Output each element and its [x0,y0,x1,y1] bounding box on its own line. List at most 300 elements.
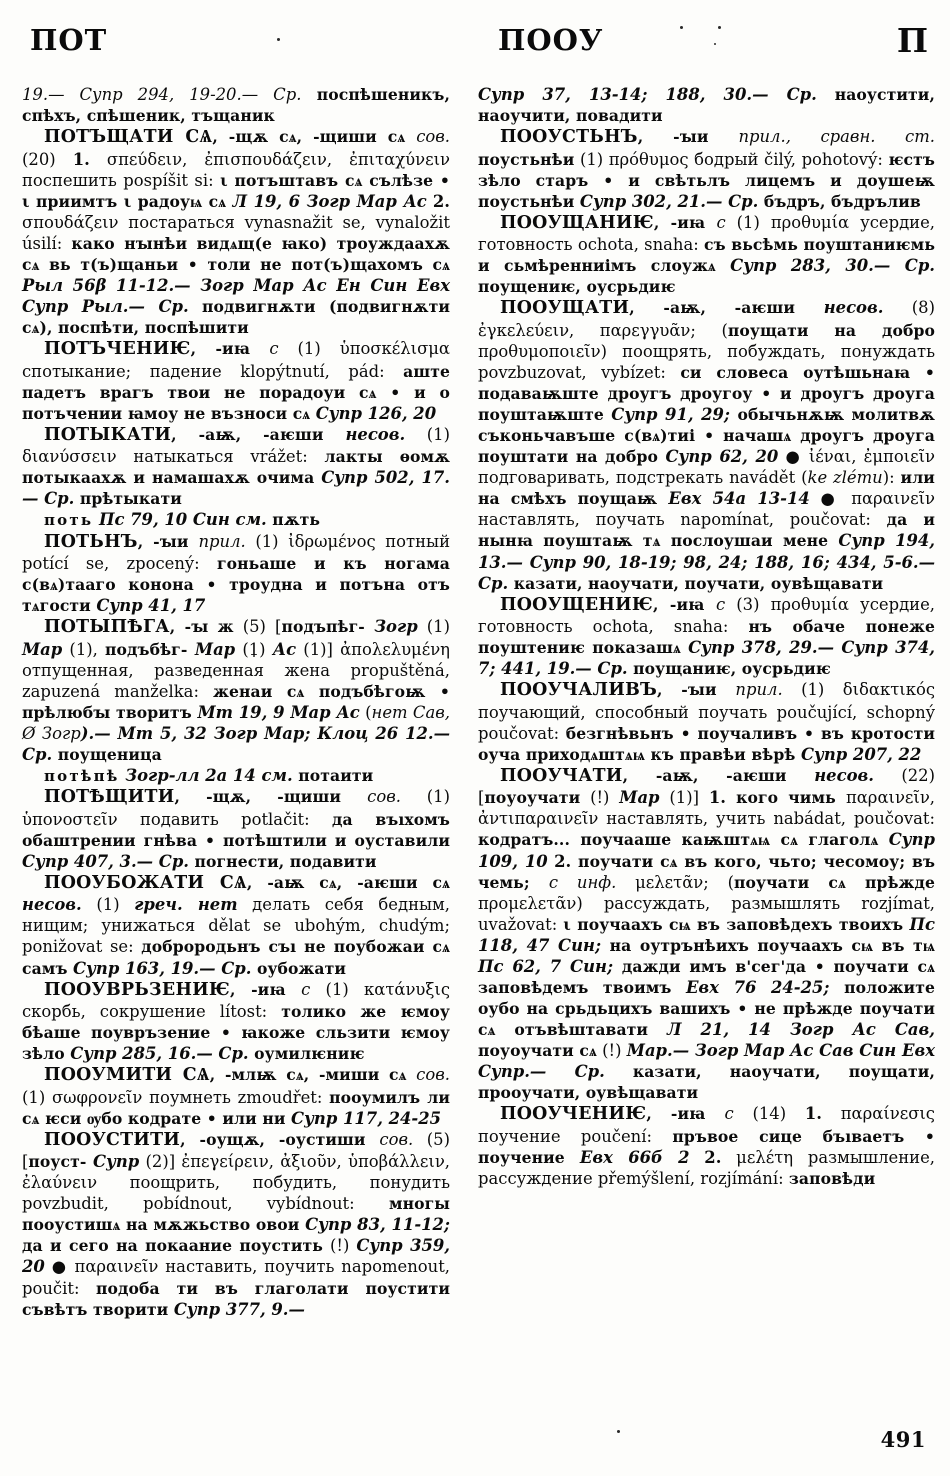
entry-text-run: да и нынꙗ поуштаѭ тѧ послоушаи мене [478,510,936,551]
entry-text-run: скорбь, сокрушение [22,1001,220,1021]
entry-text-run: (14) [733,1104,805,1124]
dictionary-entry [478,126,935,212]
entry-text-run: zmoudřet [237,1087,317,1107]
entry-text-run: кодратъ... поучааше каѭштѧѩ сѧ глаголѧ [478,830,889,850]
dictionary-entry [478,212,935,298]
entry-text-run: παραινεῖν, ἀντιπαραινεῖν [478,788,935,829]
entry-text-run: несов. [345,424,406,444]
entry-text-run: (1) [574,149,609,169]
entry-text-run: 2. [432,191,450,211]
dictionary-entry [22,1129,450,1320]
scan-speck [680,26,683,29]
entry-text-run: (8) [883,298,935,318]
entry-text-run: рассуждать, размышлять [603,893,862,913]
entry-text-run: , -ꙑи [657,680,736,700]
entry-text-run: Супр 302, 21.— Ср. [579,191,759,211]
entry-text-run: ): [882,468,901,488]
entry-headword: ПООУЧАТИ [500,765,623,786]
scan-speck [277,38,280,41]
entry-text-run: (1)] [659,788,709,808]
entry-text-run: гоньаше и къ ногама с(вѧ)тааго конона • троудна и потъна отъ тѧгости [22,554,450,616]
entry-text-run: казати, наоучати, поучати, оувѣщавати [508,573,884,593]
entry-text-run: pospíšit si [123,170,209,190]
entry-text-run: Ас [272,639,297,659]
dictionary-entry [22,872,450,979]
dictionary-entry [22,786,450,872]
entry-text-run: ke zlému [807,468,883,488]
entry-text-run: : [646,1126,673,1146]
entry-text-run: наставлять, поучать [478,510,681,530]
entry-headword: ПОТЬНЪ [44,531,138,552]
entry-text-run: διδακτικός [842,680,935,700]
entry-text-run: ι потъштавъ сѧ сълѣзе • ι приимтъ ι радоуѩ сѧ [22,170,450,211]
entry-text-run: Супр 283, 30.— Ср. [730,256,935,276]
entry-text-run: přemýšlení, rozjímání [597,1168,779,1188]
entry-text-run: ● [44,1257,75,1277]
entry-text-run: Супр 62, 20 [665,447,779,467]
entry-text-run: Евх 54а 13-14 [668,489,810,509]
entry-text-run: , -иꙗ [190,339,270,359]
entry-text-run: : [73,1278,97,1298]
entry-text-run: , -иꙗ [653,212,717,232]
entry-text-run: спотыкание; падение [22,361,241,381]
entry-text-run: поуст- [28,1152,94,1172]
entry-headword: ПООУСТЬНЪ [500,127,638,148]
entry-continuation [22,84,450,126]
entry-text-run: поустьнѣи [478,149,575,169]
entry-text-run: (!) [580,788,620,808]
entry-text-run: на оутрънѣихъ поучаахъ сѩ въ тѩ [609,935,935,955]
entry-text-run: Пс 118, 47 Син; [478,914,935,955]
entry-text-run: Супр 126, 20 [315,403,437,423]
entry-text-run: προθυμοποιεῖν [478,341,601,361]
entry-text-run: да въıхомъ обаштрении гнѣва • потѣштили и оуставили [22,809,450,850]
entry-text-run: Супр 502, 17.— Ср. [22,468,450,509]
entry-headword: ПООУЩЕНИѤ [500,594,653,615]
entry-text-run: усердие, готовность [478,212,936,255]
entry-text-run: dělat se ubohým, chudým; ponižovat se [22,916,450,957]
entry-text-run: : [865,510,887,530]
entry-text-run: (!) [322,1236,357,1256]
entry-text-run: заповѣди [788,1168,876,1188]
entry-text-run: несов. [814,765,874,785]
entry-text-run: povzbuzovat, vybízet [478,362,661,382]
entry-text-run: (1) [400,787,450,807]
entry-text-run: с [724,1104,734,1124]
entry-text-run: (1) [235,639,273,659]
entry-text-run: 19.— Супр 294, 19-20.— Ср. [22,85,302,104]
entry-text-run: : [128,937,142,957]
entry-text-run: Евх 66б 2 [579,1147,690,1167]
entry-text-run: пооумилъ ли сѧ ѥси ѹбо кодрате • или ни [22,1087,451,1128]
entry-text-run: (1), [62,639,106,659]
entry-text-run: : [208,170,221,190]
entry-text-run: греч. нет [134,895,238,915]
entry-text-run: Рыл 56β 11-12.— Зогр Мар Ас Ен Син Евх Супр Рыл.— Ср. [22,275,450,317]
entry-text-run: παραίνεσις [822,1104,935,1124]
entry-text-run: : [349,1194,389,1214]
entry-text-run: παραινεῖν [851,489,936,509]
column-right [478,84,935,1189]
entry-text-run: προθυμία [770,594,861,614]
entry-text-run: (2)] [139,1152,182,1172]
entry-text-run: наставить, поучить [165,1257,342,1277]
entry-text-run: Супр 378, 29.— Супр 374, 7; 441, 19.— Ср. [478,638,935,679]
entry-headword: ПОТЪЧЕНИѤ [44,339,191,360]
entry-text-run: доброродьнъ съı не поубожаи сѧ самъ [22,937,450,978]
entry-text-run: προθυμία [770,212,861,232]
entry-text-run: : [722,617,749,637]
page-number: 491 [880,1427,926,1452]
entry-headword: ПООУЩАТИ [500,298,630,319]
entry-text-run: прил., сравн. ст. [738,127,935,147]
entry-text-run: Супр 207, 22 [800,744,922,764]
entry-text-run: положите оубо на срьдьцихъ вашихъ • не прѣжде поучати сѧ отъвѣштавати [478,977,935,1040]
entry-text-run: 1. [72,149,90,169]
entry-text-run: Мар [619,788,660,808]
entry-text-run: женаи сѧ подъбѣгоѭ • прѣлюбꙑ творитъ [22,681,450,722]
entry-text-run: Мар [194,639,236,659]
entry-text-run: казати, наоучати, поущати, прооучати, оувѣщавати [478,1062,935,1103]
entry-text-run: поучати сѧ прѣжде [734,872,935,892]
dictionary-entry [22,126,450,338]
entry-text-run: съ вьсѣмь поуштаниѥмь и сьмѣренниімъ слоужѧ [478,235,936,276]
scan-speck [617,1430,620,1433]
entry-text-run: подвигнѫти (подвигнѫти сѧ), поспѣти, поспѣшити [22,297,450,338]
entry-text-run: poučující, schopný poučovat [478,702,935,743]
entry-text-run: : [316,1087,330,1107]
entry-text-run: : [551,914,564,934]
dictionary-entry [478,679,935,765]
entry-text-run: поущениѥ, оусрьдиѥ [478,277,676,297]
dictionary-entry [478,297,935,593]
entry-text-run: , -оущѫ, -оустиши [180,1129,380,1149]
entry-text-run: (1) [310,979,364,999]
entry-text-run: поспѣшеникъ, спѣхъ, спѣшеник, тъщаник [22,85,450,126]
entry-text-run: , -ꙑи [137,531,199,551]
entry-headword: ПОТЫКАТИ [44,424,172,445]
entry-text-run: ἰδρωμένος [288,531,386,551]
entry-text-run: Супр 37, 13-14; 188, 30.— Ср. [478,85,817,104]
entry-text-run: потѣпѣ [44,767,120,786]
entry-text-run: оубожати [251,958,347,978]
entry-text-run: лакты ѳомѫ потыкаахѫ и намашахѫ очима [22,447,451,488]
entry-text-run: поучати сѧ въ кого, чьто; чесомоу; въ чемь; [478,851,936,892]
running-head-left: ПОТ [30,23,108,57]
entry-text-run: σπεύδειν, ἐπισπουδάζειν, ἐπιταχύνειν [89,149,450,169]
entry-text-run: lítost [219,1001,262,1021]
entry-text-run: с [715,594,726,614]
entry-text-run: klopýtnutí, pád [240,361,380,381]
entry-text-run: Л 21, 14 Зогр Ас Сав, [666,1020,935,1040]
entry-continuation [478,84,935,126]
dictionary-entry [22,338,450,424]
entry-text-run: : [261,1001,282,1021]
entry-text-run: Зогр [374,617,418,637]
scan-speck [718,26,721,29]
entry-text-run: (1) [405,424,450,444]
entry-text-run: (1)] [296,639,341,659]
entry-text-run: оумилѥниѥ [248,1044,365,1064]
entry-text-run: безгнѣвьнъ • поучаливъ • въ кротости оуча приходѧштѧѩ къ правѣи вѣрѣ [478,723,936,764]
dictionary-entry [478,1103,935,1189]
entry-text-run: , -щѫ сѧ, -щиши сѧ [212,127,417,147]
entry-text-run: ὑποσκέλισμα [339,339,451,359]
entry-text-run: поощрять, побуждать, понуждать [622,341,935,361]
entry-text-run: (1) [245,531,289,551]
running-head [0,21,950,72]
entry-text-run: μελέτη [721,1147,808,1167]
entry-text-run: Супр 377, 9.— [173,1299,305,1319]
entry-text-run: да и сего на покаание поустить [22,1236,323,1256]
entry-text-run: Супр 117, 24-25 [291,1108,442,1128]
entry-text-run: ● [778,447,809,467]
entry-text-run: сов. [416,127,450,147]
entry-text-run: подоба ти въ глаголати поустити съвѣтъ творити [22,1278,451,1319]
entry-text-run: , -аѭ, -аѥши [629,298,824,318]
entry-text-run: Супр [93,1152,140,1172]
entry-headword: ПОТЫПѢГА [44,617,170,638]
entry-text-run: Супр 285, 16.— Ср. [70,1044,249,1064]
entry-text-run: ἐγκελεύειν, παρεγγυᾶν; [478,320,722,340]
entry-text-run: Супр 91, 29; [611,405,738,425]
entry-headword: ПООУВРЬЗЕНИѤ [44,979,231,1000]
entry-text-run: (1) [22,1087,52,1107]
entry-text-run: : [194,554,217,574]
entry-text-run: ( [727,872,734,892]
entry-text-run: кого чимь [725,788,846,808]
cross-reference-entry [22,765,450,786]
entry-text-run: σωφρονεῖν [51,1087,150,1107]
running-head-center: ПООУ [498,23,604,57]
entry-text-run: потный [385,531,451,551]
entry-text-run: 2. [704,1147,722,1167]
entry-text-run: (5) [ [233,617,282,637]
entry-text-run: vynasnažit se, vynaložit úsilí [22,212,450,253]
entry-text-run: поущаниѥ, оусрьдиѥ [627,659,831,679]
entry-headword: ПООУЩАНИѤ [500,212,654,233]
entry-headword: ПООУБОЖАТИ СѦ [44,872,247,893]
entry-text-run: дажди имъ в'сег'да • поучати сѧ заповѣдемъ твоимъ [478,956,935,997]
entry-text-run: ( [801,468,808,488]
entry-headword: ПОТѢЩИТИ [44,787,175,808]
entry-text-run: подговаривать, подстрекать [478,468,730,488]
entry-text-run: (1) [278,339,340,359]
entry-text-run: vrážet [250,447,303,467]
entry-text-run: povzbudit, pobídnout, vybídnout [22,1194,350,1214]
entry-text-run: несов. [823,298,884,318]
entry-text-run: Супр 83, 11-12; [305,1215,450,1235]
dictionary-entry [478,594,935,680]
entry-text-run: поуоучати сѧ [478,1041,597,1061]
entry-text-run: : [660,362,681,382]
entry-text-run: , -аѭ сѧ, -аѥши сѧ [246,872,450,892]
entry-text-run: подъпѣг- [281,617,375,637]
entry-text-run: ( [359,702,372,722]
entry-text-run: Евх 76 24-25; [685,977,845,997]
entry-text-run: (!) [596,1041,627,1061]
entry-text-run: , -иꙗ [652,594,716,614]
entry-text-run: поумнеть [149,1087,238,1107]
entry-text-run: подъбѣг- [105,639,195,659]
entry-headword: ПООУМИТИ СѦ [44,1065,210,1086]
entry-text-run: с инф. [548,872,617,892]
entry-text-run: potlačit [241,809,305,829]
scan-speck [714,43,716,45]
entry-text-run: сов. [379,1129,414,1149]
entry-text-run: потаити [292,766,374,786]
entry-text-run: наоустити, наоучити, повадити [478,85,935,126]
entry-text-run: поуоучати [484,788,581,808]
entry-text-run: : [56,233,72,253]
entry-text-run: : [553,723,566,743]
entry-text-run: Мар.— Зогр Мар Ас Сав Син Евх Супр.— Ср. [478,1041,935,1082]
entry-text-run: napomenout, poučit [22,1257,450,1298]
entry-text-run: погнести, подавити [188,851,377,871]
entry-text-run: (1) [81,895,135,915]
entry-text-run: (5) [ [22,1129,450,1172]
entry-text-run: ἰέναι, ἐμποιεῖν [808,447,935,467]
entry-text-run: с [301,979,311,999]
dictionary-entry [22,616,450,765]
entry-text-run: поущеница [52,745,162,765]
entry-text-run: ѥстъ зѣло старъ • и свѣтьлъ лицемъ и доушеѭ поустьнѣи [478,149,935,211]
running-head-letter: П [896,21,928,60]
entry-text-run: ).— Мт 5, 32 Зогр Мар; Клоц 26 12.— Ср. [22,723,450,765]
entry-text-run: аште падетъ врагъ твои не порадоуи сѧ • и о потъчении ꙗмоу не възноси сѧ [22,361,451,423]
entry-text-run: : [193,681,214,701]
entry-text-run: прѣтыкати [74,489,182,509]
entry-text-run: : [877,149,889,169]
entry-text-run: (1) [417,617,450,637]
entry-text-run: ) [576,893,604,913]
entry-text-run: rozjímat, uvažovat [478,893,935,934]
entry-text-run: поспешить [22,170,124,190]
entry-text-run: (1) [782,680,843,700]
entry-text-run: Супр 359, 20 [22,1236,450,1277]
entry-text-run: ) [600,341,623,361]
entry-text-run: , -аѭ, -аѥши [622,765,815,785]
entry-text-run: отпущенная, разведенная жена [22,660,351,680]
entry-text-run: многы пооустишѧ на мѫжьство овои [22,1194,451,1235]
entry-text-run: Пс 62, 7 Син; [478,956,622,976]
entry-text-run: , -аѭ, -аѥши [171,424,346,444]
entry-text-run: поощрить, побудить, понудить [129,1173,450,1193]
entry-text-run: 2. [554,851,572,871]
column-left [22,84,450,1320]
entry-text-run: поучающий, способный поучать [478,702,777,722]
entry-text-run: или на смѣхъ поущаѭ [478,468,935,509]
entry-headword: ПООУЧАЛИВЪ [500,680,658,701]
entry-text-run: натыкаться [133,447,251,467]
entry-text-run: 1. [708,788,726,808]
entry-text-run: 1. [804,1104,823,1124]
entry-text-run: ochota, snaha [592,617,723,637]
entry-text-run: napomínat, poučovat [680,510,866,530]
entry-text-run: propuštěná, zapuzená manželka [22,660,450,701]
entry-text-run: подавить [139,809,242,829]
entry-text-run: σπουδάζειν [22,212,129,232]
entry-text-run: , -иꙗ [646,1104,725,1124]
entry-text-run: διανύσσειν [22,447,134,467]
entry-text-run: čilý, pohotový [764,149,878,169]
entry-text-run: усердие, готовность [478,594,935,637]
entry-text-run: : [778,1168,789,1188]
entry-text-run: nabádat, poučovat [773,809,930,829]
entry-text-run: размышление, рассуждение [478,1147,935,1188]
entry-text-run: Мт 19, 9 Мар Ас [197,702,360,722]
entry-text-run: прил. [735,680,783,700]
entry-text-run: poučení [580,1126,647,1146]
dictionary-entry [478,765,935,1104]
entry-text-run: , -млѭ сѧ, -миши сѧ [209,1065,417,1085]
entry-text-run: πρόθυμος [608,149,695,169]
dictionary-entry [22,1064,450,1129]
entry-text-run: κατάνυξις [364,979,451,999]
entry-text-run: обычьнѫѭ молитвѫ съконьчавъше с(вѧ)тиі • начашѧ дроугъ дроуга поуштати на добро [478,405,935,467]
entry-text-run: несов. [22,895,82,915]
entry-text-run: пръвое сице бъıваетъ • поучение [478,1126,936,1167]
entry-text-run: (1) [725,212,771,232]
entry-text-run: поущати на добро [727,320,935,340]
entry-text-run: ἐπεγείρειν, ἀξιοῦν, ὑποβάλλειν, ἐλαύνειν [22,1152,451,1193]
entry-text-run: , -щѫ, -щиши [174,787,368,807]
entry-text-run: Л 19, 6 Зогр Мар Ас [232,191,427,211]
entry-text-run: прил. [198,531,246,551]
entry-text-run: , -ꙑ ж [169,617,234,637]
entry-text-run: наставлять, учить [606,809,774,829]
entry-text-run: постараться [128,212,245,232]
entry-text-run: поучение [478,1126,581,1146]
dictionary-entry [22,424,450,510]
entry-text-run: , -ꙑи [637,127,739,147]
entry-text-run: пѫть [266,510,321,530]
entry-text-run: παραινεῖν [74,1257,166,1277]
entry-text-run: ● [809,489,852,509]
entry-text-run: сов. [416,1065,450,1085]
entry-text-run: (22) [ [478,765,935,808]
entry-text-run: Супр 407, 3.— Ср. [22,851,189,871]
entry-text-run [690,1148,705,1167]
entry-text-run: како нꙑнѣи видѧщ(е ꙗко) троуждаахѫ сѧ вь т(ъ)щаньи • толи не пот(ъ)щахомъ сѧ [22,233,450,274]
entry-text-run: προμελετᾶν [478,893,577,913]
entry-text-run: μελετᾶν; [616,872,728,892]
entry-text-run: : [929,809,936,829]
dictionary-entry [22,979,450,1065]
entry-text-run: Пс 79, 10 Син см. [93,510,267,530]
entry-text-run: Мар [22,639,63,659]
entry-headword: ПОТЪЩАТИ СѦ [44,127,213,148]
entry-text-run: ochota, snaha [577,235,694,255]
entry-text-run: ( [721,320,728,340]
entry-text-run: си словеса оутѣшьнаꙗ • подаваѭште дроугъ дроугоу • и дроугъ дроуга поуштаѭште [478,362,935,425]
entry-text-run: Зогр-лл 2а 14 см. [119,766,293,786]
entry-text-run: navádět [729,468,802,488]
entry-text-run: Супр 194, 13.— Супр 90, 18-19; 98, 24; 188, 16; 434, 5-6.— Ср. [478,531,935,593]
entry-text-run: Супр 41, 17 [96,596,206,616]
entry-text-run: сов. [367,787,401,807]
entry-text-run: толико же ѥмоу бѣаше поувръзение • ꙗкоже сльзити ѥмоу зѣло [22,1001,450,1064]
entry-headword: ПООУЧЕНИѤ [500,1104,647,1125]
entry-text-run: бъдръ, бъдрълив [758,191,921,211]
entry-text-run: с [269,339,279,359]
entry-text-run: Супр 109, 10 [478,830,935,871]
cross-reference-entry [22,509,450,530]
entry-headword: ПООУСТИТИ [44,1129,181,1150]
entry-text-run: : [302,447,325,467]
entry-text-run: : [693,235,705,255]
dictionary-entry [22,531,450,617]
